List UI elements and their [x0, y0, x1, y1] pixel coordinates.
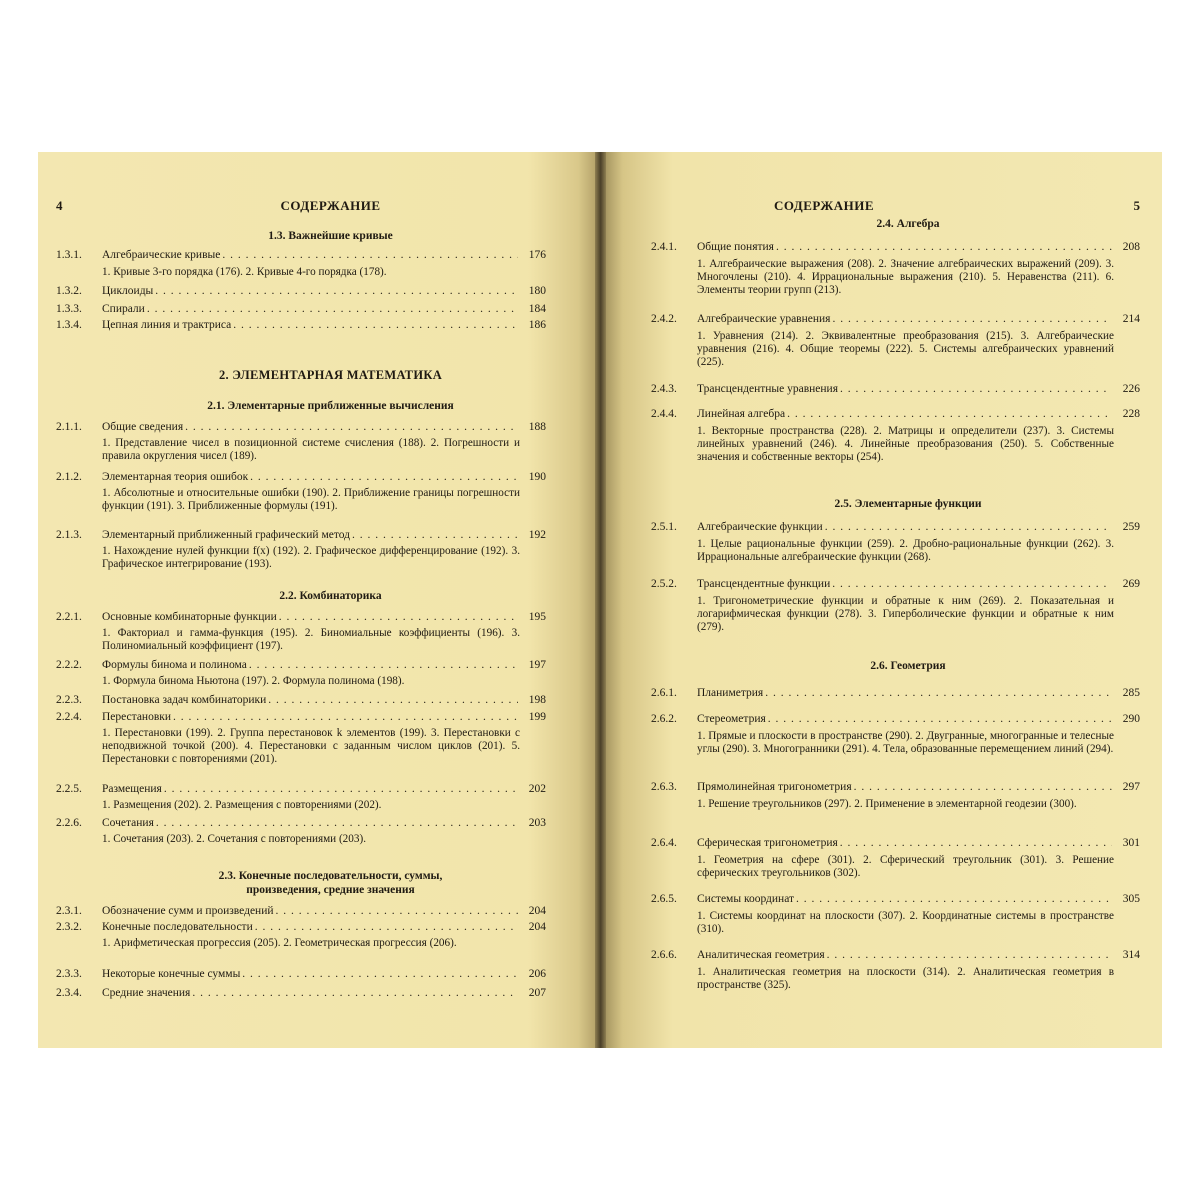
toc-entry[interactable]: 2.2.2. Формулы бинома и полинома . . . 197 1. Формула бинома Ньютона (197). 2. Формула полинома (198).: [56, 658, 546, 688]
toc-entry[interactable]: 2.4.3. Трансцендентные уравнения . . . 226: [651, 382, 1140, 396]
section-heading: 2.1. Элементарные приближенные вычисления: [207, 400, 454, 412]
part-heading: 2. ЭЛЕМЕНТАРНАЯ МАТЕМАТИКА: [218, 368, 443, 382]
toc-entry[interactable]: 2.6.6. Аналитическая геометрия . . . 314 1. Аналитическая геометрия на плоскости (314). 2. Аналитическая геометрия в пространстве (325).: [651, 948, 1140, 992]
section-heading-continued: произведения, средние значения: [246, 884, 415, 896]
toc-entry[interactable]: 2.3.1. Обозначение сумм и произведений . . . 204: [56, 904, 546, 918]
toc-entry[interactable]: 2.6.5. Системы координат . . . 305 1. Системы координат на плоскости (307). 2. Координатные системы в пространстве (310).: [651, 892, 1140, 936]
toc-entry[interactable]: 2.2.1. Основные комбинаторные функции . . . 195 1. Факториал и гамма-функция (195). 2. Биномиальные коэффициенты (196). 3. Полиномиальный коэффициент (197).: [56, 610, 546, 653]
section-heading: 2.3. Конечные последовательности, суммы,: [218, 870, 443, 882]
toc-entry[interactable]: 1.3.2. Циклоиды . . . 180: [56, 284, 546, 298]
page-number-right: 5: [1133, 198, 1140, 213]
toc-entry[interactable]: 1.3.3. Спирали . . . 184: [56, 302, 546, 316]
toc-entry[interactable]: 2.4.2. Алгебраические уравнения . . . 214 1. Уравнения (214). 2. Эквивалентные преобразования (215). 3. Алгебраические уравнения (216). 4. Общие теоремы (222). 5. Системы алгебраических уравнений (225).: [651, 312, 1140, 370]
toc-entry[interactable]: 2.2.5. Размещения . . . 202 1. Размещения (202). 2. Размещения с повторениями (202).: [56, 782, 546, 812]
toc-entry[interactable]: 2.2.3. Постановка задач комбинаторики . . . 198: [56, 693, 546, 707]
toc-entry[interactable]: 2.6.3. Прямолинейная тригонометрия . . . 297 1. Решение треугольников (297). 2. Применение в элементарной геодезии (300).: [651, 780, 1140, 811]
toc-entry[interactable]: 2.2.6. Сочетания . . . 203 1. Сочетания (203). 2. Сочетания с повторениями (203).: [56, 816, 546, 846]
toc-entry[interactable]: 2.3.2. Конечные последовательности . . . 204 1. Арифметическая прогрессия (205). 2. Геометрическая прогрессия (206).: [56, 920, 546, 950]
toc-entry[interactable]: 2.6.2. Стереометрия . . . 290 1. Прямые и плоскости в пространстве (290). 2. Двугранные, многогранные и телесные углы (290). 3. Многогранники (291). 4. Тела, образованные перемещением линий (294).: [651, 712, 1140, 756]
toc-entry[interactable]: 2.5.2. Трансцендентные функции . . . 269 1. Тригонометрические функции и обратные к ним (269). 2. Показательная и логарифмическая функции (278). 3. Гиперболические функции и обратные к ним (279).: [651, 577, 1140, 635]
toc-entry[interactable]: 2.5.1. Алгебраические функции . . . 259 1. Целые рациональные функции (259). 2. Дробно-рациональные функции (262). 3. Иррациональные алгебраические функции (268).: [651, 520, 1140, 564]
section-heading: 2.5. Элементарные функции: [834, 498, 982, 510]
toc-entry[interactable]: 2.4.4. Линейная алгебра . . . 228 1. Векторные пространства (228). 2. Матрицы и определители (237). 3. Системы линейных уравнений (246). 4. Линейные преобразования (250). 5. Собственные значения и собственные векторы (254).: [651, 407, 1140, 465]
toc-entry[interactable]: 2.1.3. Элементарный приближенный графический метод . . . 192 1. Нахождение нулей функции f(x) (192). 2. Графическое дифференцирование (192). 3. Графическое интегрирование (193).: [56, 528, 546, 571]
section-heading: 1.3. Важнейшие кривые: [268, 230, 393, 242]
toc-entry[interactable]: 2.4.1. Общие понятия . . . 208 1. Алгебраические выражения (208). 2. Значение алгебраических выражений (209). 3. Многочлены (210). 4. Иррациональные выражения (210). 5. Неравенства (211). 6. Элементы теории групп (213).: [651, 240, 1140, 298]
toc-entry[interactable]: 2.2.4. Перестановки . . . 199 1. Перестановки (199). 2. Группа перестановок k элементов (199). 3. Перестановки с неподвижной точкой (200). 4. Перестановки с заданным числом циклов (201). 5. Перестановки с повторениями (201).: [56, 710, 546, 767]
section-heading: 2.4. Алгебра: [876, 218, 940, 230]
section-heading: 2.2. Комбинаторика: [279, 590, 382, 602]
page-header-right: СОДЕРЖАНИЕ: [773, 198, 875, 213]
book-gutter: [595, 152, 606, 1048]
toc-entry[interactable]: 2.1.1. Общие сведения . . . 188 1. Представление чисел в позиционной системе счисления (188). 2. Погрешности и правила округления чисел (189).: [56, 420, 546, 463]
toc-entry[interactable]: 2.6.4. Сферическая тригонометрия . . . 301 1. Геометрия на сфере (301). 2. Сферический треугольник (301). 3. Решение сферических треугольников (302).: [651, 836, 1140, 880]
right-page: [606, 152, 1162, 1048]
toc-entry[interactable]: 2.3.4. Средние значения . . . 207: [56, 986, 546, 1000]
toc-entry[interactable]: 1.3.4. Цепная линия и трактриса . . . 186: [56, 318, 546, 332]
section-heading: 2.6. Геометрия: [870, 660, 946, 672]
page-header-left: СОДЕРЖАНИЕ: [280, 198, 381, 213]
toc-entry[interactable]: 2.3.3. Некоторые конечные суммы . . . 206: [56, 967, 546, 981]
toc-entry[interactable]: 2.1.2. Элементарная теория ошибок . . . 190 1. Абсолютные и относительные ошибки (190). 2. Приближение границы погрешности функции (191). 3. Приближенные формулы (191).: [56, 470, 546, 513]
page-number-left: 4: [56, 198, 63, 213]
toc-entry[interactable]: 1.3.1. Алгебраические кривые . . . 176 1. Кривые 3-го порядка (176). 2. Кривые 4-го порядка (178).: [56, 248, 546, 279]
left-page: [38, 152, 595, 1048]
toc-entry[interactable]: 2.6.1. Планиметрия . . . 285: [651, 686, 1140, 700]
